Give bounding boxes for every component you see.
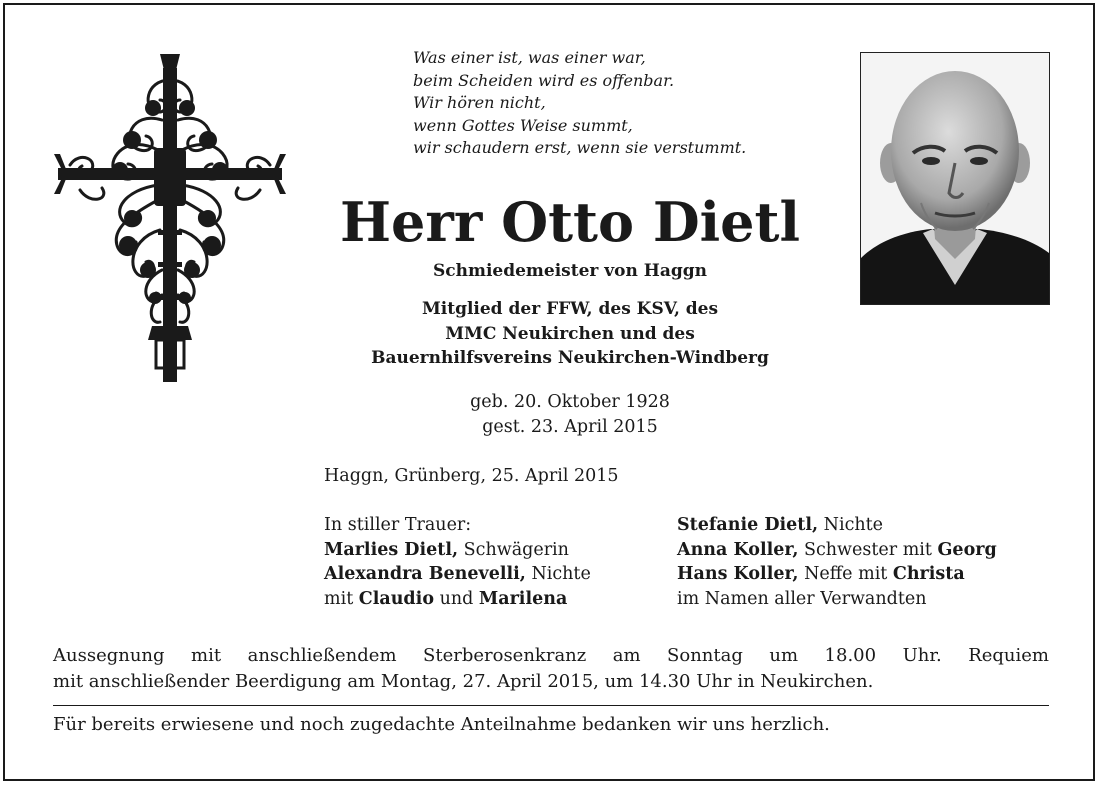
deceased-name: Herr Otto Dietl (340, 190, 800, 254)
membership-line: Mitglied der FFW, des KSV, des (421, 299, 719, 319)
mourner-name: Claudio (358, 588, 434, 609)
death-date: gest. 23. April 2015 (482, 417, 658, 437)
mourner-name: Hans Koller, (677, 564, 799, 584)
mourner-relation: Nichte (818, 515, 884, 535)
mourner-relation: Nichte (525, 564, 591, 584)
mourner-line: im Namen aller Verwandten (677, 588, 927, 609)
mourner-line (324, 538, 591, 563)
memberships (300, 297, 840, 371)
mourner-partner: Georg (937, 539, 997, 560)
poem-line: Wir hören nicht, (413, 93, 546, 112)
mourner-line (677, 562, 997, 587)
poem-line: wenn Gottes Weise summt, (413, 115, 633, 135)
mourners-left (324, 513, 591, 611)
portrait-photo (860, 52, 1050, 305)
mourner-relation: Schwester mit (798, 539, 938, 560)
occupation: Schmiedemeister von Haggn (432, 261, 708, 281)
poem-line: beim Scheiden wird es offenbar. (413, 70, 675, 90)
mourner-name: Anna Koller, (677, 539, 799, 560)
mourner-name: Stefanie Dietl, (677, 515, 819, 535)
mourner-relation: Neffe mit (798, 564, 893, 584)
mourner-line (677, 513, 997, 538)
service-line: Aussegnung mit anschließendem Sterberosenkranz am Sonntag um 18.00 Uhr. Requiem (53, 645, 1049, 666)
mourner-line (677, 538, 997, 563)
mourners-intro: In stiller Trauer: (324, 515, 472, 535)
mourner-line (324, 562, 591, 587)
poem (413, 47, 746, 160)
mourner-name: Marlies Dietl, (324, 539, 459, 560)
membership-line: Bauernhilfsvereins Neukirchen-Windberg (371, 348, 769, 368)
mourner-name: Marilena (478, 588, 568, 609)
mourner-text: mit (324, 588, 359, 609)
birth-date: geb. 20. Oktober 1928 (470, 392, 670, 412)
mourner-relation: Schwägerin (458, 539, 569, 560)
portrait-icon (861, 53, 1049, 304)
service-line: mit anschließender Beerdigung am Montag, 27. April 2015, um 14.30 Uhr in Neukirchen. (53, 671, 874, 692)
membership-line: MMC Neukirchen und des (445, 323, 695, 344)
mourner-text: und (434, 588, 479, 609)
poem-line: wir schaudern erst, wenn sie verstummt. (413, 138, 747, 157)
service-info (53, 643, 1049, 695)
divider (53, 705, 1049, 706)
life-dates (300, 390, 840, 440)
wrought-iron-cross-icon (50, 50, 290, 386)
mourner-line (324, 587, 591, 612)
mourners-right (677, 513, 997, 611)
place-date: Haggn, Grünberg, 25. April 2015 (324, 466, 619, 486)
thanks-note: Für bereits erwiesene und noch zugedachte Anteilnahme bedanken wir uns herzlich. (53, 714, 830, 735)
poem-line: Was einer ist, was einer war, (413, 48, 646, 67)
mourner-partner: Christa (892, 564, 965, 584)
mourner-name: Alexandra Benevelli, (324, 564, 526, 584)
